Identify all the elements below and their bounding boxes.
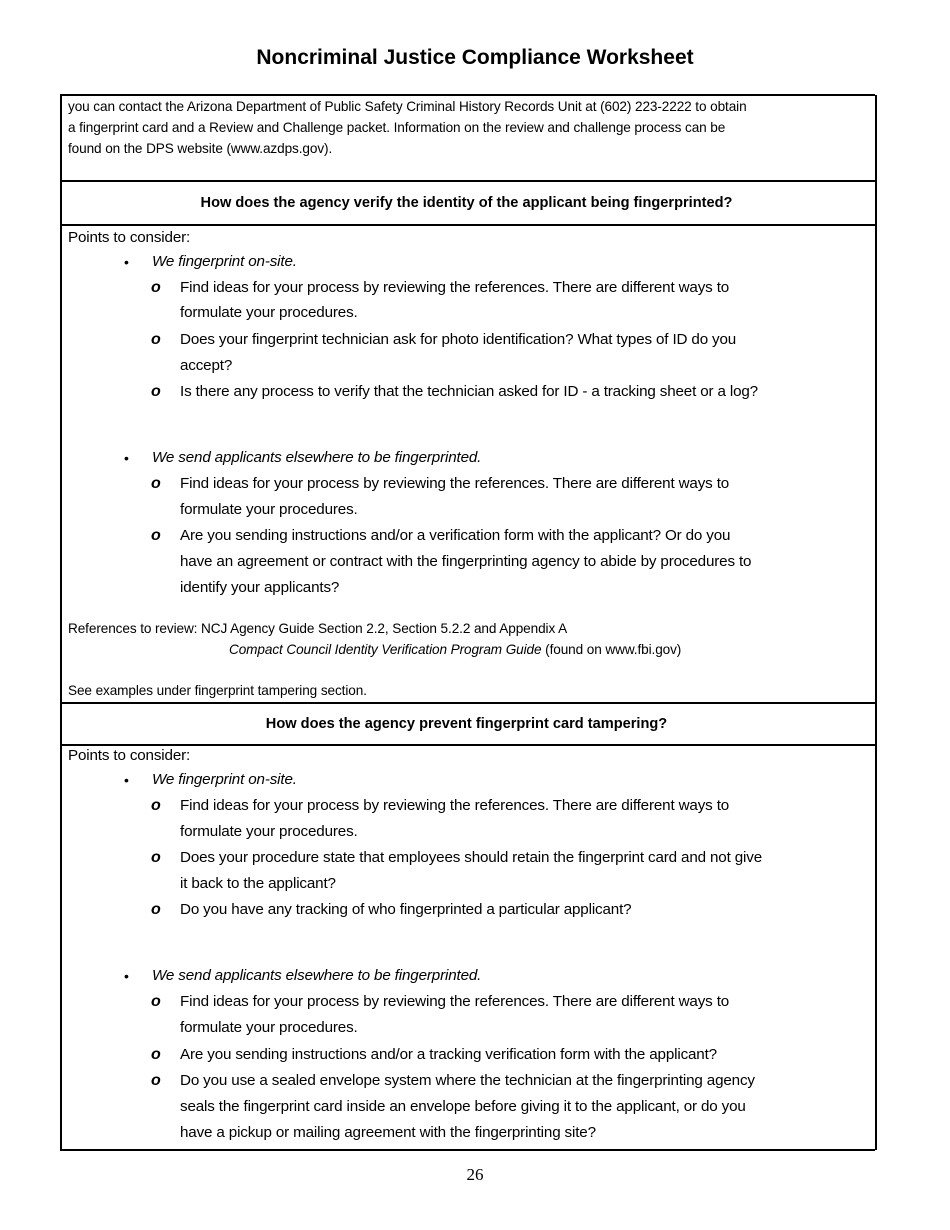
sub-item: Are you sending instructions and/or a tracking verification form with the applicant? (180, 1046, 717, 1063)
see-examples-text: See examples under fingerprint tampering section. (68, 683, 367, 698)
section-heading-tampering: How does the agency prevent fingerprint card tampering? (265, 716, 668, 732)
sub-bullet-icon: o (151, 527, 161, 544)
bullet-icon: • (124, 254, 129, 270)
divider (60, 180, 875, 182)
points-label: Points to consider: (68, 229, 191, 246)
bullet-icon: • (124, 450, 129, 466)
bullet-item: We fingerprint on-site. (152, 253, 297, 270)
bullet-item: We send applicants elsewhere to be fingerprinted. (152, 967, 482, 984)
sub-bullet-icon: o (151, 797, 161, 814)
sub-item: Find ideas for your process by reviewing the references. There are different ways to (180, 993, 730, 1010)
bullet-icon: • (124, 772, 129, 788)
sub-item: Find ideas for your process by reviewing the references. There are different ways to (180, 475, 730, 492)
bullet-item: We fingerprint on-site. (152, 771, 297, 788)
sub-item: Does your procedure state that employees should retain the fingerprint card and not give (180, 849, 762, 866)
page-number: 26 (466, 1165, 484, 1184)
sub-item: Find ideas for your process by reviewing the references. There are different ways to (180, 279, 730, 296)
sub-bullet-icon: o (151, 279, 161, 296)
sub-bullet-icon: o (151, 849, 161, 866)
sub-item: have an agreement or contract with the fingerprinting agency to abide by procedures to (180, 553, 752, 570)
guide-note: (found on www.fbi.gov) (541, 642, 682, 657)
sub-bullet-icon: o (151, 331, 161, 348)
sub-item: have a pickup or mailing agreement with the fingerprinting site? (180, 1124, 596, 1141)
bullet-icon: • (124, 968, 129, 984)
intro-text: you can contact the Arizona Department of Public Safety Criminal History Records Unit at (602) 223-2222 to obtain (68, 99, 747, 114)
sub-item: Do you have any tracking of who fingerprinted a particular applicant? (180, 901, 632, 918)
sub-item: Are you sending instructions and/or a verification form with the applicant? Or do you (180, 527, 731, 544)
sub-item: Find ideas for your process by reviewing the references. There are different ways to (180, 797, 730, 814)
points-label: Points to consider: (68, 747, 191, 764)
page-title: Noncriminal Justice Compliance Worksheet (256, 46, 694, 69)
sub-item: Is there any process to verify that the technician asked for ID - a tracking sheet or a log? (180, 383, 758, 400)
sub-item: Does your fingerprint technician ask for photo identification? What types of ID do you (180, 331, 737, 348)
divider (60, 702, 875, 704)
sub-item: identify your applicants? (180, 579, 340, 596)
sub-item: formulate your procedures. (180, 823, 358, 840)
sub-item: Do you use a sealed envelope system where the technician at the fingerprinting agency (180, 1072, 755, 1089)
sub-item: formulate your procedures. (180, 304, 358, 321)
sub-item: seals the fingerprint card inside an envelope before giving it to the applicant, or do you (180, 1098, 746, 1115)
divider (60, 94, 875, 96)
intro-text: found on the DPS website (www.azdps.gov). (68, 141, 333, 156)
intro-text: a fingerprint card and a Review and Challenge packet. Information on the review and challenge process can be (68, 120, 726, 135)
sub-bullet-icon: o (151, 383, 161, 400)
sub-bullet-icon: o (151, 475, 161, 492)
sub-bullet-icon: o (151, 901, 161, 918)
sub-item: it back to the applicant? (180, 875, 336, 892)
divider (60, 224, 875, 226)
guide-title: Compact Council Identity Verification Program Guide (229, 642, 542, 657)
sub-item: formulate your procedures. (180, 1019, 358, 1036)
divider (60, 1149, 875, 1151)
references-text: References to review: NCJ Agency Guide Section 2.2, Section 5.2.2 and Appendix A (68, 621, 568, 636)
references-guide (229, 640, 681, 660)
bullet-item: We send applicants elsewhere to be fingerprinted. (152, 449, 482, 466)
sub-bullet-icon: o (151, 993, 161, 1010)
sub-bullet-icon: o (151, 1072, 161, 1089)
sub-item: accept? (180, 357, 233, 374)
sub-item: formulate your procedures. (180, 501, 358, 518)
sub-bullet-icon: o (151, 1046, 161, 1063)
section-heading-identity: How does the agency verify the identity of the applicant being fingerprinted? (200, 195, 733, 211)
